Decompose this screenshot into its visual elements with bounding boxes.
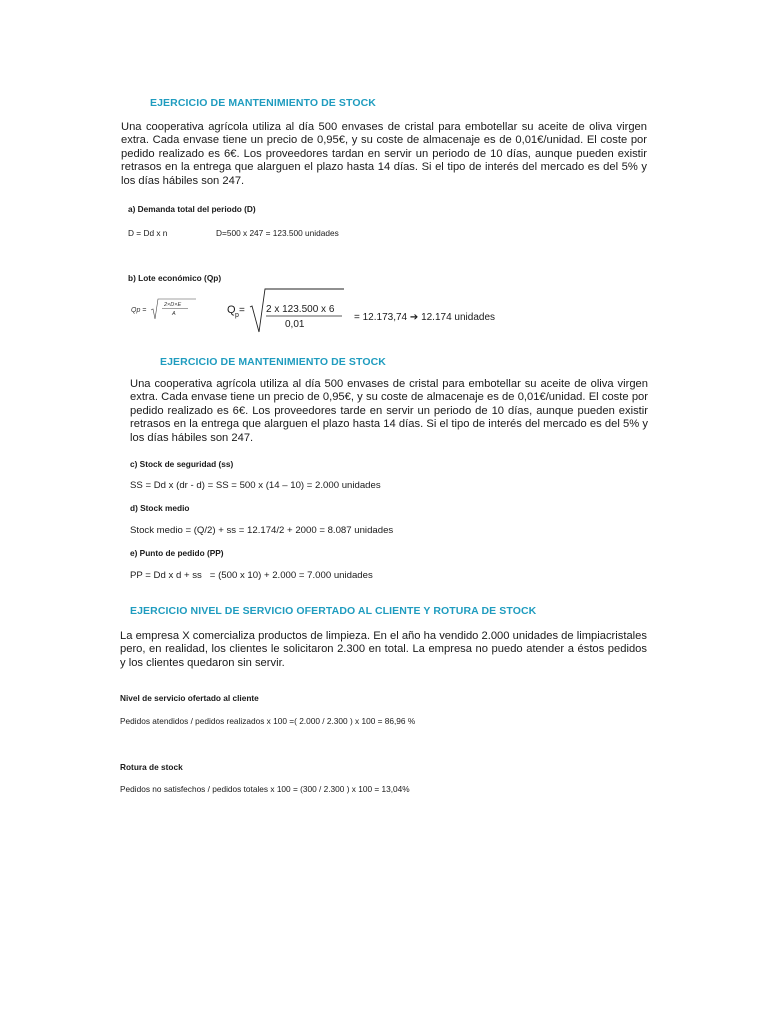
demand-heading: a) Demanda total del periodo (D) [128, 204, 256, 214]
safety-stock-heading: c) Stock de seguridad (ss) [130, 459, 234, 469]
sqrt-formula-icon [130, 296, 200, 322]
eoq-equals: = [239, 305, 245, 316]
sqrt-formula-large-icon [226, 286, 346, 334]
arrow-right-icon: ➔ [409, 312, 419, 323]
section1-paragraph: Una cooperativa agrícola utiliza al día 500 envases de cristal para embotellar su aceite de oliva virgen extra. Cada envase tiene un precio de 0,95€, y su coste de almacenaje es de 0,01€/unidad. El coste por pedido realizado es 6€. Los proveedores tardan en servir un periodo de 10 días, aunque pueden existir retrasos en la entrega que alarguen el plazo hasta 14 días. Si el tipo de interés del mercado es del 5% y los días hábiles son 247. [121, 121, 647, 187]
eoq-generic-formula [130, 296, 200, 322]
eoq-result-raw: = 12.173,74 [354, 312, 408, 323]
stockout-heading: Rotura de stock [120, 762, 183, 772]
eoq-numerator: 2 x 123.500 x 6 [266, 304, 335, 315]
eoq-generic-lhs: Qp = [131, 307, 147, 314]
service-level-formula: Pedidos atendidos / pedidos realizados x 100 =( 2.000 / 2.300 ) x 100 = 86,96 % [120, 716, 416, 726]
eoq-q-symbol: Q [227, 304, 236, 316]
stockout-formula: Pedidos no satisfechos / pedidos totales x 100 = (300 / 2.300 ) x 100 = 13,04% [120, 784, 410, 794]
demand-formula: D = Dd x n [128, 228, 168, 238]
reorder-point-formula: PP = Dd x d + ss = (500 x 10) + 2.000 = 7.000 unidades [130, 570, 373, 581]
service-level-heading: Nivel de servicio ofertado al cliente [120, 693, 259, 703]
eoq-denominator: 0,01 [285, 319, 305, 330]
reorder-point-heading: e) Punto de pedido (PP) [130, 548, 224, 558]
section2-title: EJERCICIO DE MANTENIMIENTO DE STOCK [160, 356, 386, 368]
section1-title: EJERCICIO DE MANTENIMIENTO DE STOCK [150, 97, 376, 109]
section3-paragraph: La empresa X comercializa productos de limpieza. En el año ha vendido 2.000 unidades de limpiacristales pero, en realidad, los clientes le solicitaron 2.300 en total. La empresa no puedo atender a éstos pedidos y los clientes quedaron sin servir. [120, 630, 647, 669]
eoq-result-rounded: 12.174 unidades [421, 312, 496, 323]
demand-result: D=500 x 247 = 123.500 unidades [216, 228, 339, 238]
eoq-heading: b) Lote económico (Qp) [128, 273, 222, 283]
eoq-generic-denominator: A [172, 311, 176, 317]
eoq-generic-numerator: 2×D×E [164, 302, 182, 308]
eoq-subscript: p [235, 312, 239, 319]
eoq-result [354, 312, 495, 323]
section2-paragraph: Una cooperativa agrícola utiliza al día 500 envases de cristal para embotellar su aceite de oliva virgen extra. Cada envase tiene un precio de 0,95€, y su coste de almacenaje es de 0,01€/unidad. El coste por pedido realizado es 6€. Los proveedores tarde en servir un periodo de 10 días, aunque pueden existir retrasos en la entrega que alarguen el plazo hasta 14 días. Si el tipo de interés del mercado es del 5% y los días hábiles son 247. [130, 378, 648, 444]
average-stock-heading: d) Stock medio [130, 503, 190, 513]
average-stock-formula: Stock medio = (Q/2) + ss = 12.174/2 + 2000 = 8.087 unidades [130, 525, 394, 536]
section3-title: EJERCICIO NIVEL DE SERVICIO OFERTADO AL CLIENTE Y ROTURA DE STOCK [130, 605, 537, 617]
eoq-formula [226, 286, 346, 334]
safety-stock-formula: SS = Dd x (dr - d) = SS = 500 x (14 – 10) = 2.000 unidades [130, 480, 381, 491]
